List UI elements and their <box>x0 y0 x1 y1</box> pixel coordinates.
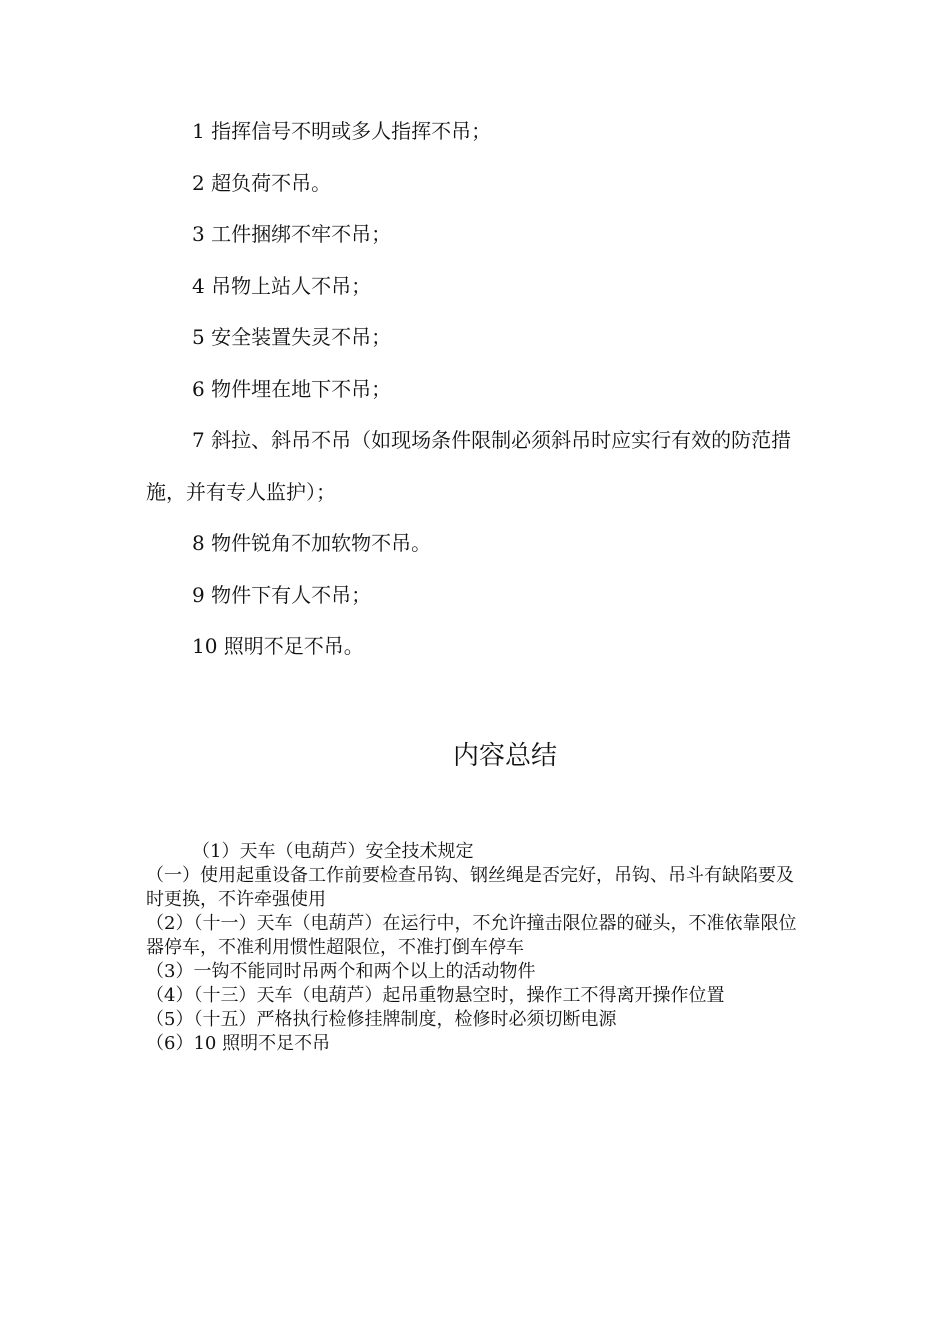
rule-item: 4 吊物上站人不吊； <box>192 273 372 298</box>
summary-line: （6）10 照明不足不吊 <box>146 1033 331 1054</box>
rule-item: 2 超负荷不吊。 <box>192 170 332 195</box>
rule-item: 9 物件下有人不吊； <box>192 582 372 607</box>
rule-item: 10 照明不足不吊。 <box>192 634 364 658</box>
summary-line: （一）使用起重设备工作前要检查吊钩、钢丝绳是否完好，吊钩、吊斗有缺陷要及时更换，不许牵强使用 <box>146 865 794 910</box>
rule-item: 1 指挥信号不明或多人指挥不吊； <box>192 119 492 143</box>
rule-item: 8 物件锐角不加软物不吊。 <box>192 531 432 555</box>
summary-line: （4）（十三）天车（电葫芦）起吊重物悬空时，操作工不得离开操作位置 <box>146 985 725 1006</box>
rule-item: 7 斜拉、斜吊不吊（如现场条件限制必须斜吊时应实行有效的防范措施，并有专人监护）； <box>146 428 792 504</box>
summary-line: （1）天车（电葫芦）安全技术规定 <box>192 841 474 862</box>
rule-list <box>146 118 806 685</box>
summary-line: （3）一钩不能同时吊两个和两个以上的活动物件 <box>146 961 536 982</box>
summary-section <box>146 840 806 1056</box>
summary-line: （5）（十五）严格执行检修挂牌制度，检修时必须切断电源 <box>146 1009 617 1030</box>
rule-item: 6 物件埋在地下不吊； <box>192 376 392 401</box>
summary-title: 内容总结 <box>452 741 557 771</box>
rule-item: 3 工件捆绑不牢不吊； <box>192 222 392 246</box>
rule-item: 5 安全装置失灵不吊； <box>192 325 392 349</box>
summary-line: （2）（十一）天车（电葫芦）在运行中，不允许撞击限位器的碰头，不准依靠限位器停车，不准利用惯性超限位，不准打倒车停车 <box>146 913 797 958</box>
